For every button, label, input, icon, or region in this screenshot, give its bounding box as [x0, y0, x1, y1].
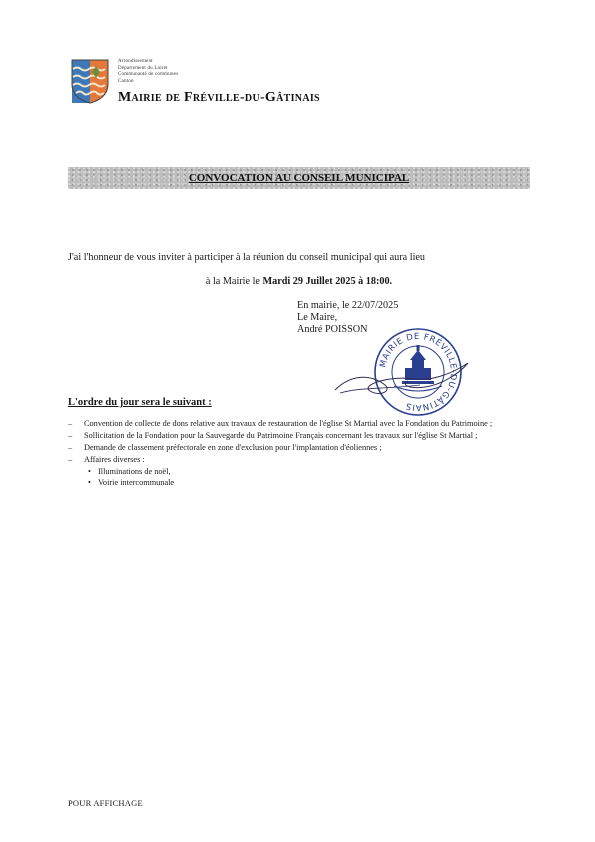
- handwritten-signature: [330, 345, 480, 405]
- agenda-item-text: Demande de classement préfectorale en zone d'exclusion pour l'implantation d'éoliennes ;: [84, 443, 382, 452]
- intro-text: J'ai l'honneur de vous inviter à participer à la réunion du conseil municipal qui aura lieu: [68, 252, 426, 263]
- list-item: – Demande de classement préfectorale en zone d'exclusion pour l'implantation d'éoliennes ;: [68, 443, 382, 452]
- agenda-item-text: Convention de collecte de dons relative aux travaux de restauration de l'église St Martial avec la Fondation du Patrimoine ;: [84, 419, 493, 428]
- list-item: – Sollicitation de la Fondation pour la Sauvegarde du Patrimoine Français concernant les travaux sur l'église St Martial ;: [68, 431, 478, 440]
- mayor-name: André POISSON: [297, 324, 368, 335]
- stamp-text: MAIRIE DE FRÉVILLE-DU-GÂTINAIS: [378, 331, 459, 413]
- meeting-date-line: [68, 276, 530, 288]
- agenda-item-text: Sollicitation de la Fondation pour la Sauvegarde du Patrimoine Français concernant les travaux sur l'église St Martial ;: [84, 431, 478, 440]
- agenda-list: [68, 418, 530, 488]
- mairie-title: Mairie de Fréville-du-Gâtinais: [118, 90, 320, 105]
- header-line: Département du Loiret: [118, 65, 168, 71]
- sub-item-text: Voirie intercommunale: [98, 478, 175, 487]
- place-date: En mairie, le 22/07/2025: [297, 300, 399, 311]
- date-prefix: à la Mairie le: [205, 276, 263, 287]
- list-item: – Convention de collecte de dons relative aux travaux de restauration de l'église St Martial avec la Fondation du Patrimoine ;: [68, 419, 493, 428]
- list-item: – Affaires diverses :: [68, 455, 145, 464]
- header-line: Arrondissement: [118, 59, 153, 64]
- agenda-title: L'ordre du jour sera le suivant :: [68, 397, 212, 408]
- header-admin-lines: [118, 59, 178, 85]
- mayor-role: Le Maire,: [297, 312, 338, 323]
- header-line: Communauté de communes: [118, 72, 179, 78]
- document-title: CONVOCATION AU CONSEIL MUNICIPAL: [188, 172, 410, 184]
- agenda-item-text: Affaires diverses :: [84, 455, 145, 464]
- sub-list-item: • Illuminations de noël,: [88, 467, 171, 476]
- sub-item-text: Illuminations de noël,: [98, 467, 171, 476]
- meeting-date: Mardi 29 Juillet 2025 à 18:00.: [262, 276, 393, 287]
- header-line: Canton: [118, 78, 134, 84]
- footer-label: POUR AFFICHAGE: [68, 798, 143, 808]
- sub-list-item: • Voirie intercommunale: [88, 478, 175, 487]
- coat-of-arms-icon: [70, 58, 110, 104]
